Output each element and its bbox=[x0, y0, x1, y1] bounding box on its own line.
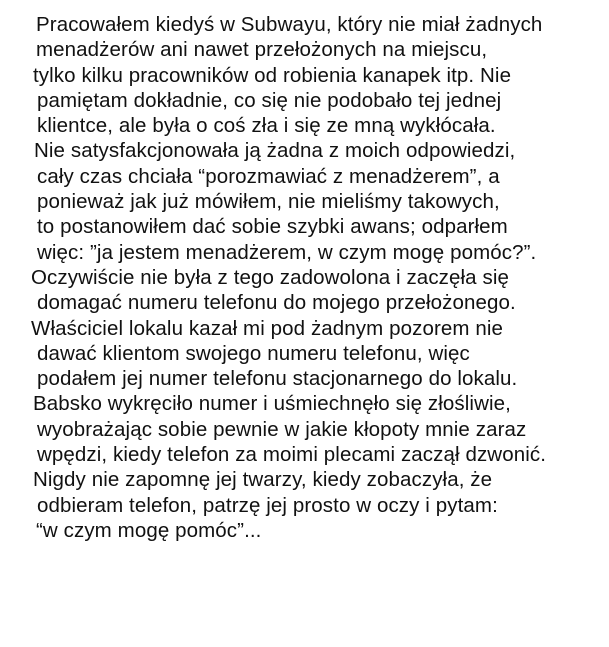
story-line-2: menadżerów ani nawet przełożonych na miejscu, bbox=[36, 38, 488, 62]
story-line-8: ponieważ jak już mówiłem, nie mieliśmy takowych, bbox=[37, 190, 500, 214]
story-line-9: to postanowiłem dać sobie szybki awans; odparłem bbox=[37, 215, 508, 239]
story-line-14: dawać klientom swojego numeru telefonu, więc bbox=[37, 341, 470, 365]
story-line-12: domagać numeru telefonu do mojego przełożonego. bbox=[37, 291, 516, 315]
story-line-15: podałem jej numer telefonu stacjonarnego do lokalu. bbox=[37, 367, 518, 391]
story-line-21: “w czym mogę pomóc”... bbox=[36, 518, 262, 542]
story-line-1: Pracowałem kiedyś w Subwayu, który nie miał żadnych bbox=[36, 13, 543, 36]
story-line-10: więc: ”ja jestem menadżerem, w czym mogę pomóc?”. bbox=[37, 240, 537, 264]
story-line-19: Nigdy nie zapomnę jej twarzy, kiedy zobaczyła, że bbox=[33, 468, 493, 492]
story-line-11: Oczywiście nie była z tego zadowolona i zaczęła się bbox=[31, 265, 509, 289]
story-line-4: pamiętam dokładnie, co się nie podobało tej jednej bbox=[37, 88, 502, 112]
story-text bbox=[0, 12, 609, 543]
story-line-18: wpędzi, kiedy telefon za moimi plecami zaczął dzwonić. bbox=[37, 443, 547, 467]
story-line-16: Babsko wykręciło numer i uśmiechnęło się złośliwie, bbox=[33, 392, 511, 416]
story-line-3: tylko kilku pracowników od robienia kanapek itp. Nie bbox=[33, 63, 512, 87]
story-line-6: Nie satysfakcjonowała ją żadna z moich odpowiedzi, bbox=[34, 139, 516, 163]
story-line-7: cały czas chciała “porozmawiać z menadżerem”, a bbox=[37, 164, 500, 188]
story-line-20: odbieram telefon, patrzę jej prosto w oczy i pytam: bbox=[37, 493, 498, 517]
story-line-13: Właściciel lokalu kazał mi pod żadnym pozorem nie bbox=[31, 316, 504, 340]
story-line-17: wyobrażając sobie pewnie w jakie kłopoty mnie zaraz bbox=[37, 417, 527, 441]
story-line-5: klientce, ale była o coś zła i się ze mną wykłócała. bbox=[37, 114, 496, 138]
